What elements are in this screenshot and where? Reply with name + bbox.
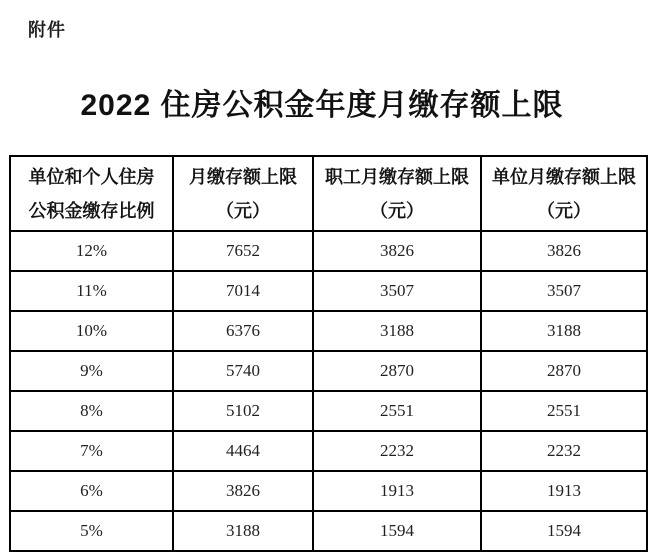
monthly-limit-cell: 3826 [173, 471, 313, 511]
monthly-limit-cell: 7014 [173, 271, 313, 311]
employee-limit-cell: 3826 [313, 231, 481, 271]
table-row [10, 511, 647, 551]
ratio-cell: 5% [10, 511, 173, 551]
table-row [10, 471, 647, 511]
monthly-limit-cell: 4464 [173, 431, 313, 471]
employee-limit-cell: 3188 [313, 311, 481, 351]
employer-limit-cell: 3188 [481, 311, 647, 351]
employer-limit-cell: 3826 [481, 231, 647, 271]
header-employer-limit-line1: 单位月缴存额上限 [492, 166, 636, 187]
employee-limit-cell: 1913 [313, 471, 481, 511]
ratio-cell: 9% [10, 351, 173, 391]
employee-limit-cell: 2551 [313, 391, 481, 431]
table-row [10, 431, 647, 471]
table-row [10, 351, 647, 391]
employer-limit-cell: 1594 [481, 511, 647, 551]
header-employer-limit [481, 156, 647, 231]
table-row [10, 391, 647, 431]
employer-limit-cell: 2551 [481, 391, 647, 431]
header-monthly-limit-line1: 月缴存额上限 [189, 166, 297, 187]
header-ratio-line2: 公积金缴存比例 [28, 200, 155, 221]
ratio-cell: 8% [10, 391, 173, 431]
header-ratio [10, 156, 173, 231]
employee-limit-cell: 1594 [313, 511, 481, 551]
employer-limit-cell: 2870 [481, 351, 647, 391]
employer-limit-cell: 3507 [481, 271, 647, 311]
table-row [10, 311, 647, 351]
employer-limit-cell: 2232 [481, 431, 647, 471]
attachment-label: 附件 [28, 20, 66, 40]
ratio-cell: 11% [10, 271, 173, 311]
deposit-limit-table [9, 155, 648, 552]
monthly-limit-cell: 7652 [173, 231, 313, 271]
employee-limit-cell: 2232 [313, 431, 481, 471]
ratio-cell: 12% [10, 231, 173, 271]
ratio-cell: 10% [10, 311, 173, 351]
table-header-row [10, 156, 647, 231]
table-row [10, 231, 647, 271]
employee-limit-cell: 2870 [313, 351, 481, 391]
page-title: 2022 住房公积金年度月缴存额上限 [80, 89, 564, 122]
monthly-limit-cell: 3188 [173, 511, 313, 551]
monthly-limit-cell: 5740 [173, 351, 313, 391]
table-row [10, 271, 647, 311]
header-employee-limit-line1: 职工月缴存额上限 [325, 166, 469, 187]
monthly-limit-cell: 6376 [173, 311, 313, 351]
monthly-limit-cell: 5102 [173, 391, 313, 431]
header-monthly-limit-unit: （元） [216, 200, 270, 221]
header-employee-limit-unit: （元） [370, 200, 424, 221]
ratio-cell: 6% [10, 471, 173, 511]
employee-limit-cell: 3507 [313, 271, 481, 311]
header-employee-limit [313, 156, 481, 231]
header-ratio-line1: 单位和个人住房 [28, 166, 155, 187]
header-monthly-limit [173, 156, 313, 231]
ratio-cell: 7% [10, 431, 173, 471]
employer-limit-cell: 1913 [481, 471, 647, 511]
header-employer-limit-unit: （元） [537, 200, 591, 221]
